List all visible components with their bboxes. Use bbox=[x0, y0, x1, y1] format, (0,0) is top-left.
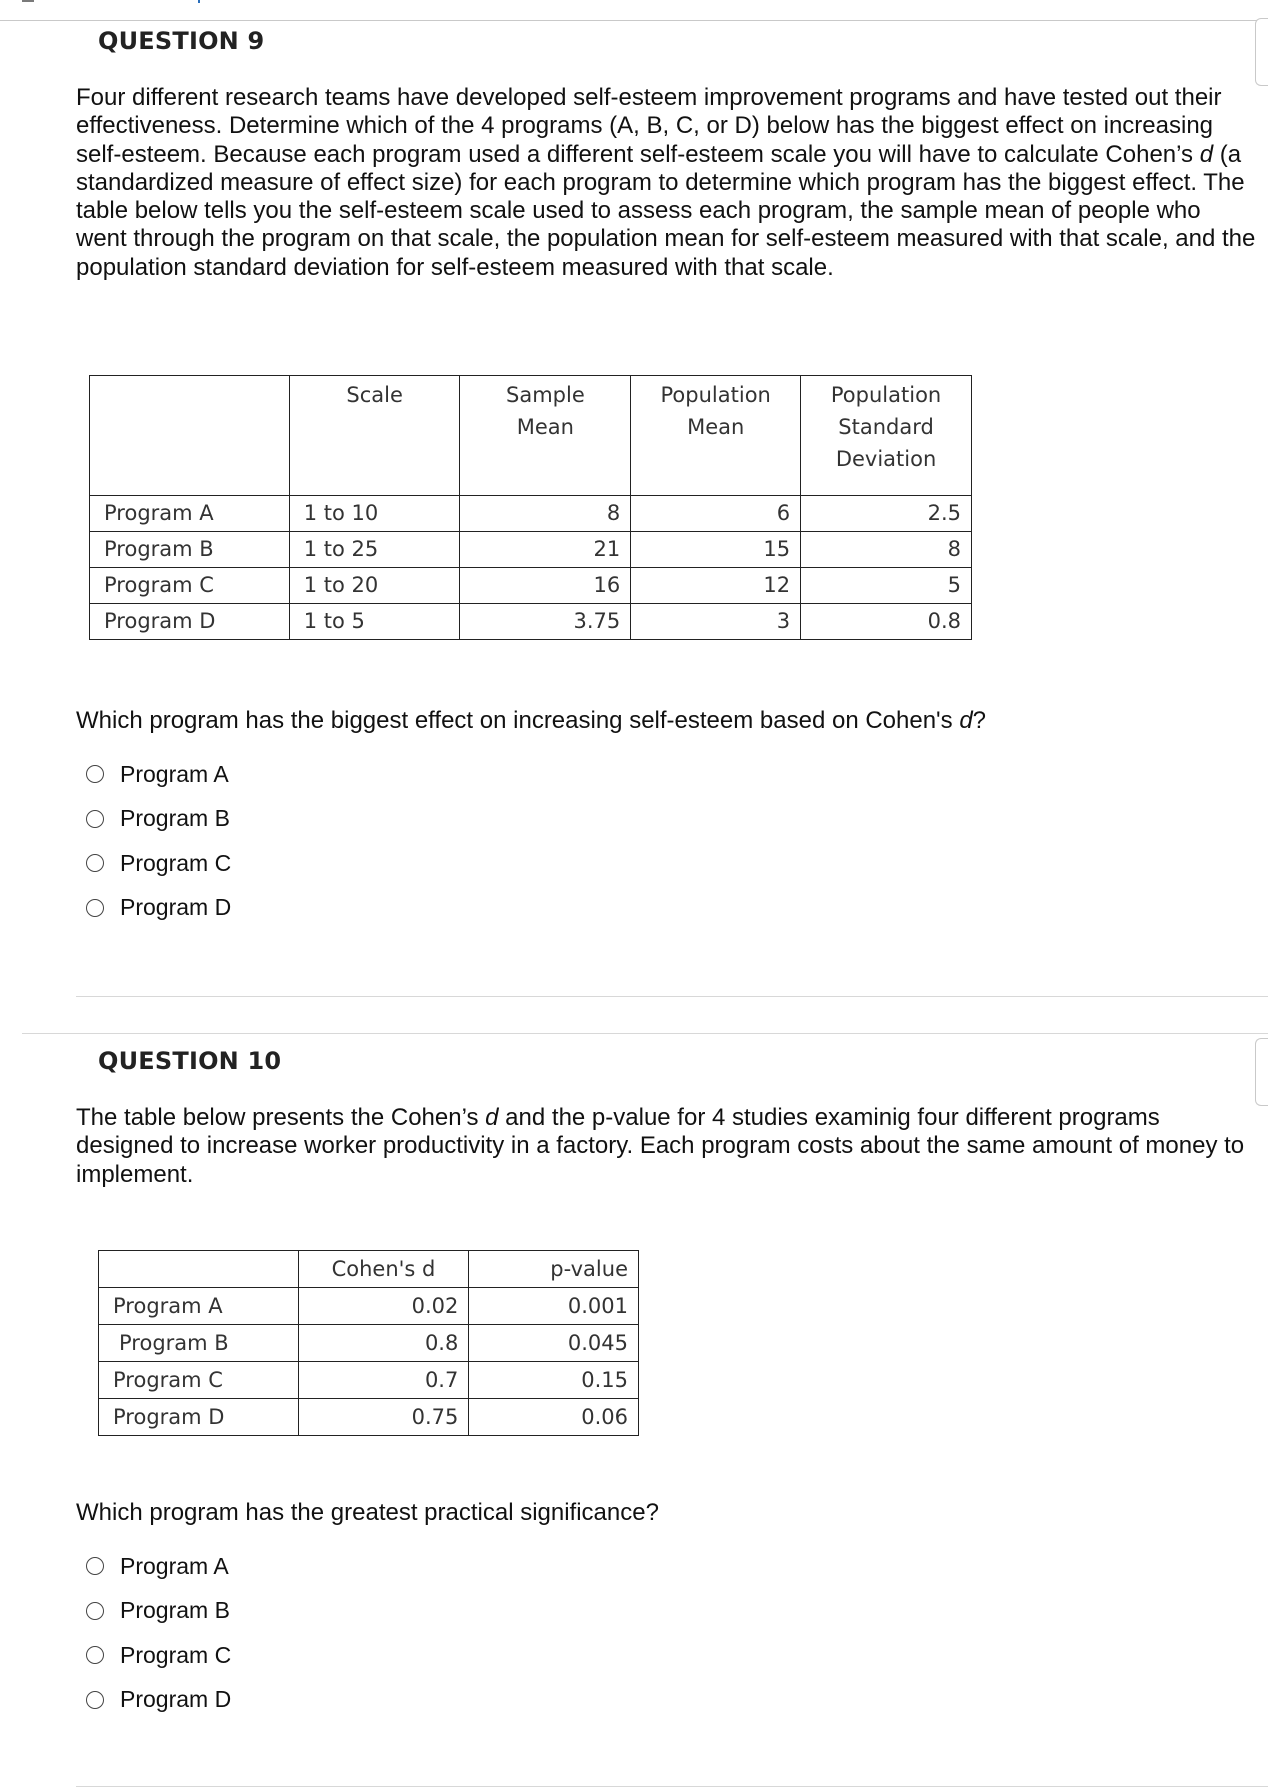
sample-mean-cell: 21 bbox=[460, 532, 631, 568]
radio-button[interactable] bbox=[86, 899, 104, 917]
radio-button[interactable] bbox=[86, 854, 104, 872]
question-9-title: QUESTION 9 bbox=[98, 27, 265, 55]
program-label: Program C bbox=[99, 1362, 299, 1399]
header-p-value: p-value bbox=[469, 1251, 639, 1288]
scale-cell: 1 to 20 bbox=[289, 568, 460, 604]
question-10-text-part1: The table below presents the Cohen’s bbox=[76, 1104, 486, 1131]
top-blue-mark bbox=[198, 0, 200, 3]
option-label: Program A bbox=[120, 1552, 229, 1579]
table-row bbox=[90, 568, 972, 604]
question-10-data-table bbox=[98, 1250, 639, 1436]
question-10-option-d[interactable] bbox=[86, 1678, 231, 1723]
question-10-divider bbox=[76, 1786, 1268, 1787]
program-label: Program D bbox=[99, 1399, 299, 1436]
question-9-side-tab[interactable] bbox=[1255, 18, 1268, 86]
population-sd-cell: 8 bbox=[801, 532, 972, 568]
radio-button[interactable] bbox=[86, 810, 104, 828]
top-left-mark bbox=[22, 0, 34, 2]
header-empty bbox=[90, 376, 290, 496]
scale-cell: 1 to 25 bbox=[289, 532, 460, 568]
question-9-option-a[interactable] bbox=[86, 752, 231, 797]
question-9-prompt-end: ? bbox=[972, 707, 987, 734]
radio-button[interactable] bbox=[86, 1691, 104, 1709]
population-sd-cell: 5 bbox=[801, 568, 972, 604]
header-sample-mean: Sample Mean bbox=[460, 376, 631, 496]
sample-mean-cell: 16 bbox=[460, 568, 631, 604]
question-9-prompt bbox=[76, 707, 986, 735]
option-label: Program A bbox=[120, 760, 229, 787]
question-9-text bbox=[76, 84, 1256, 282]
question-9-option-c[interactable] bbox=[86, 841, 231, 886]
table-row bbox=[90, 496, 972, 532]
question-10-option-c[interactable] bbox=[86, 1633, 231, 1678]
question-10-options bbox=[86, 1544, 231, 1722]
top-border bbox=[0, 0, 1268, 21]
population-mean-cell: 15 bbox=[631, 532, 801, 568]
p-value-cell: 0.15 bbox=[469, 1362, 639, 1399]
option-label: Program D bbox=[120, 894, 232, 921]
p-value-cell: 0.06 bbox=[469, 1399, 639, 1436]
question-9-data-table bbox=[89, 375, 972, 640]
radio-button[interactable] bbox=[86, 765, 104, 783]
question-10-option-a[interactable] bbox=[86, 1544, 231, 1589]
radio-button[interactable] bbox=[86, 1602, 104, 1620]
population-sd-cell: 0.8 bbox=[801, 604, 972, 640]
question-10-side-tab[interactable] bbox=[1255, 1038, 1268, 1106]
table-row bbox=[99, 1288, 639, 1325]
program-label: Program D bbox=[90, 604, 290, 640]
radio-button[interactable] bbox=[86, 1557, 104, 1575]
question-9-text-part1: Four different research teams have developed self-esteem improvement programs and have tested out their effectiveness. Determine which of the 4 programs (A, B, C, or D) below has the biggest effect on increasing self-esteem. Because each program used a different self-esteem scale you will have to calculate Cohen’s bbox=[76, 84, 1222, 168]
header-scale: Scale bbox=[289, 376, 460, 496]
cohens-d-cell: 0.02 bbox=[298, 1288, 469, 1325]
option-label: Program C bbox=[120, 849, 232, 876]
question-10-text-d: d bbox=[485, 1104, 499, 1131]
question-10-text bbox=[76, 1104, 1256, 1189]
table-row bbox=[90, 532, 972, 568]
population-sd-cell: 2.5 bbox=[801, 496, 972, 532]
table-row bbox=[99, 1362, 639, 1399]
table-row bbox=[90, 604, 972, 640]
question-9-options bbox=[86, 752, 231, 930]
question-10-prompt: Which program has the greatest practical significance? bbox=[76, 1499, 659, 1526]
sample-mean-cell: 8 bbox=[460, 496, 631, 532]
population-mean-cell: 3 bbox=[631, 604, 801, 640]
scale-cell: 1 to 10 bbox=[289, 496, 460, 532]
scale-cell: 1 to 5 bbox=[289, 604, 460, 640]
question-10-title: QUESTION 10 bbox=[98, 1047, 282, 1075]
cohens-d-cell: 0.8 bbox=[298, 1325, 469, 1362]
program-label: Program A bbox=[90, 496, 290, 532]
p-value-cell: 0.045 bbox=[469, 1325, 639, 1362]
radio-button[interactable] bbox=[86, 1646, 104, 1664]
cohens-d-cell: 0.75 bbox=[298, 1399, 469, 1436]
p-value-cell: 0.001 bbox=[469, 1288, 639, 1325]
question-10-top-border bbox=[22, 1033, 1268, 1034]
header-population-sd: Population Standard Deviation bbox=[801, 376, 972, 496]
question-10-text-part2: and the p-value for 4 studies examinig four different programs designed to increase worker productivity in a factory. Each program costs about the same amount of money to implement. bbox=[76, 1104, 1245, 1188]
cohens-d-cell: 0.7 bbox=[298, 1362, 469, 1399]
table-header-row bbox=[90, 376, 972, 496]
population-mean-cell: 12 bbox=[631, 568, 801, 604]
question-9-text-part2: (a standardized measure of effect size) for each program to determine which program has the biggest effect. The table below tells you the self-esteem scale used to assess each program, the sample mean of people who went through the program on that scale, the population mean for self-esteem measured with that scale, and the population standard deviation for self-esteem measured with that scale. bbox=[76, 140, 1256, 281]
table-row bbox=[99, 1399, 639, 1436]
question-9-text-d: d bbox=[1199, 140, 1214, 168]
population-mean-cell: 6 bbox=[631, 496, 801, 532]
question-9-option-b[interactable] bbox=[86, 797, 231, 842]
header-empty bbox=[99, 1251, 299, 1288]
header-population-mean: Population Mean bbox=[631, 376, 801, 496]
table-row bbox=[99, 1325, 639, 1362]
question-9-option-d[interactable] bbox=[86, 886, 231, 931]
question-9-prompt-d: d bbox=[959, 707, 973, 734]
program-label: Program B bbox=[90, 532, 290, 568]
sample-mean-cell: 3.75 bbox=[460, 604, 631, 640]
option-label: Program C bbox=[120, 1641, 232, 1668]
table-header-row bbox=[99, 1251, 639, 1288]
question-10-option-b[interactable] bbox=[86, 1589, 231, 1634]
option-label: Program D bbox=[120, 1686, 232, 1713]
program-label: Program B bbox=[99, 1325, 299, 1362]
header-cohens-d: Cohen's d bbox=[298, 1251, 469, 1288]
question-9-prompt-text: Which program has the biggest effect on increasing self-esteem based on Cohen's bbox=[76, 707, 960, 734]
program-label: Program A bbox=[99, 1288, 299, 1325]
option-label: Program B bbox=[120, 1597, 230, 1624]
question-9-divider bbox=[76, 996, 1268, 997]
program-label: Program C bbox=[90, 568, 290, 604]
option-label: Program B bbox=[120, 805, 230, 832]
